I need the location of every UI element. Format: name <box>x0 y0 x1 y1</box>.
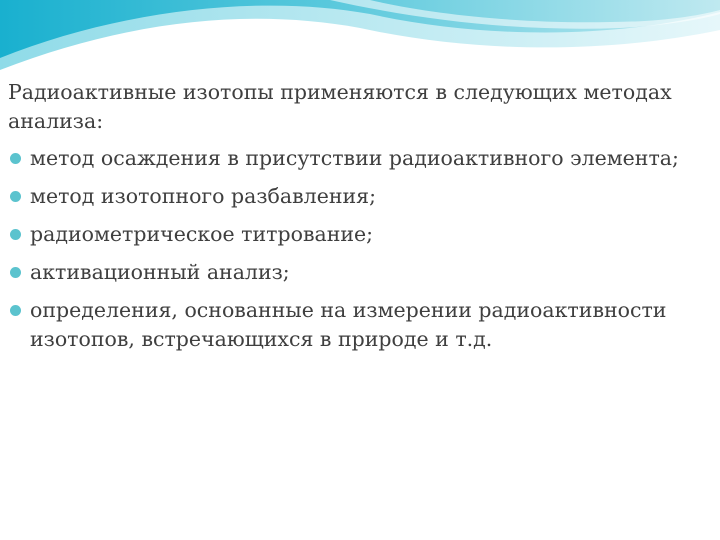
bullet-dot-icon <box>10 267 21 278</box>
methods-list <box>8 144 708 354</box>
list-item <box>8 144 708 173</box>
decorative-wave-banner <box>0 0 720 90</box>
slide-content <box>8 78 708 363</box>
list-item <box>8 296 708 354</box>
bullet-dot-icon <box>10 229 21 240</box>
bullet-dot-icon <box>10 305 21 316</box>
list-item-text: метод изотопного разбавления; <box>30 184 376 208</box>
intro-text: Радиоактивные изотопы применяются в следующих методах анализа: <box>8 80 672 133</box>
list-item <box>8 220 708 249</box>
bullet-dot-icon <box>10 191 21 202</box>
list-item-text: метод осаждения в присутствии радиоактивного элемента; <box>30 146 679 170</box>
list-item-text: радиометрическое титрование; <box>30 222 374 246</box>
list-item-text: определения, основанные на измерении радиоактивности изотопов, встречающихся в природе и т.д. <box>30 298 667 351</box>
bullet-dot-icon <box>10 153 21 164</box>
list-item-text: активационный анализ; <box>30 260 290 284</box>
list-item <box>8 258 708 287</box>
list-item <box>8 182 708 211</box>
